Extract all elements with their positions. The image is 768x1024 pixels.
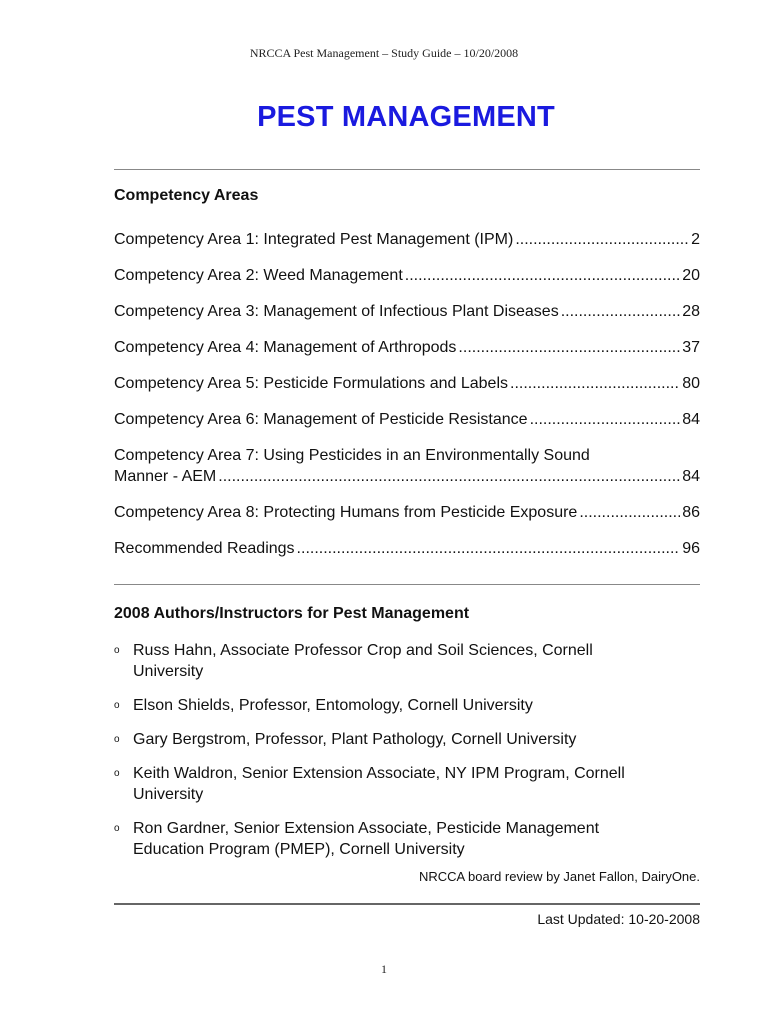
toc-entry-text-line1: Competency Area 7: Using Pesticides in an Environmentally Sound xyxy=(114,447,590,464)
list-item xyxy=(114,640,700,682)
authors-list xyxy=(114,640,700,873)
competency-heading: Competency Areas xyxy=(114,187,259,204)
bullet-icon: o xyxy=(114,700,120,711)
toc-entry-2[interactable] xyxy=(114,265,700,286)
toc-entry-6[interactable] xyxy=(114,409,700,430)
toc-entry-3[interactable] xyxy=(114,301,700,322)
toc-leader xyxy=(510,373,680,394)
list-item xyxy=(114,818,700,860)
toc-entry-1[interactable] xyxy=(114,229,700,250)
toc-entry-text: Competency Area 8: Protecting Humans from Pesticide Exposure xyxy=(114,504,578,521)
toc-entry-text: Competency Area 4: Management of Arthropods xyxy=(114,339,457,356)
bullet-icon: o xyxy=(114,734,120,745)
author-line: Russ Hahn, Associate Professor Crop and Soil Sciences, Cornell xyxy=(133,642,593,659)
divider-top xyxy=(114,169,700,170)
author-line: Ron Gardner, Senior Extension Associate, Pesticide Management xyxy=(133,820,600,837)
list-item xyxy=(114,729,700,750)
toc-leader xyxy=(530,409,681,430)
author-line: Gary Bergstrom, Professor, Plant Pathology, Cornell University xyxy=(133,731,577,748)
toc-page-number: 37 xyxy=(682,339,700,356)
author-line: Keith Waldron, Senior Extension Associate, NY IPM Program, Cornell xyxy=(133,765,625,782)
toc-entry-5[interactable] xyxy=(114,373,700,394)
divider-bottom xyxy=(114,903,700,905)
toc-page-number: 28 xyxy=(682,303,700,320)
toc-leader xyxy=(579,502,680,523)
toc-page-number: 20 xyxy=(682,267,700,284)
bullet-icon: o xyxy=(114,768,120,779)
toc-leader xyxy=(405,265,680,286)
author-line: University xyxy=(133,663,204,680)
toc-page-number: 86 xyxy=(682,504,700,521)
list-item xyxy=(114,763,700,805)
toc-entry-7[interactable] xyxy=(114,445,700,487)
review-note: NRCCA board review by Janet Fallon, DairyOne. xyxy=(418,869,700,884)
toc-page-number: 84 xyxy=(682,411,700,428)
toc-entry-text: Recommended Readings xyxy=(114,540,295,557)
toc-entry-text: Competency Area 5: Pesticide Formulations and Labels xyxy=(114,375,508,392)
toc-leader xyxy=(515,229,689,250)
toc-entry-text: Competency Area 6: Management of Pesticide Resistance xyxy=(114,411,528,428)
toc-page-number: 96 xyxy=(682,540,700,557)
toc-entry-text: Competency Area 3: Management of Infectious Plant Diseases xyxy=(114,303,559,320)
author-line: Education Program (PMEP), Cornell University xyxy=(133,841,465,858)
last-updated: Last Updated: 10-20-2008 xyxy=(537,911,700,927)
running-header: NRCCA Pest Management – Study Guide – 10/20/2008 xyxy=(249,46,519,60)
toc-entry-text: Manner - AEM xyxy=(114,468,217,485)
toc-leader xyxy=(297,538,681,559)
toc-leader xyxy=(458,337,680,358)
toc-page-number: 80 xyxy=(682,375,700,392)
bullet-icon: o xyxy=(114,645,120,656)
toc-entry-text: Competency Area 2: Weed Management xyxy=(114,267,403,284)
toc-leader xyxy=(561,301,681,322)
toc-entry-8[interactable] xyxy=(114,502,700,523)
divider-middle xyxy=(114,584,700,585)
toc-page-number: 84 xyxy=(682,468,700,485)
page-title: PEST MANAGEMENT xyxy=(257,101,555,133)
table-of-contents xyxy=(114,229,700,574)
author-line: Elson Shields, Professor, Entomology, Cornell University xyxy=(133,697,533,714)
toc-entry-9[interactable] xyxy=(114,538,700,559)
list-item xyxy=(114,695,700,716)
toc-page-number: 2 xyxy=(691,231,700,248)
toc-leader xyxy=(218,466,680,487)
author-line: University xyxy=(133,786,204,803)
page-number: 1 xyxy=(381,962,387,976)
toc-entry-text: Competency Area 1: Integrated Pest Management (IPM) xyxy=(114,231,514,248)
toc-entry-4[interactable] xyxy=(114,337,700,358)
authors-heading: 2008 Authors/Instructors for Pest Management xyxy=(114,605,470,622)
bullet-icon: o xyxy=(114,823,120,834)
